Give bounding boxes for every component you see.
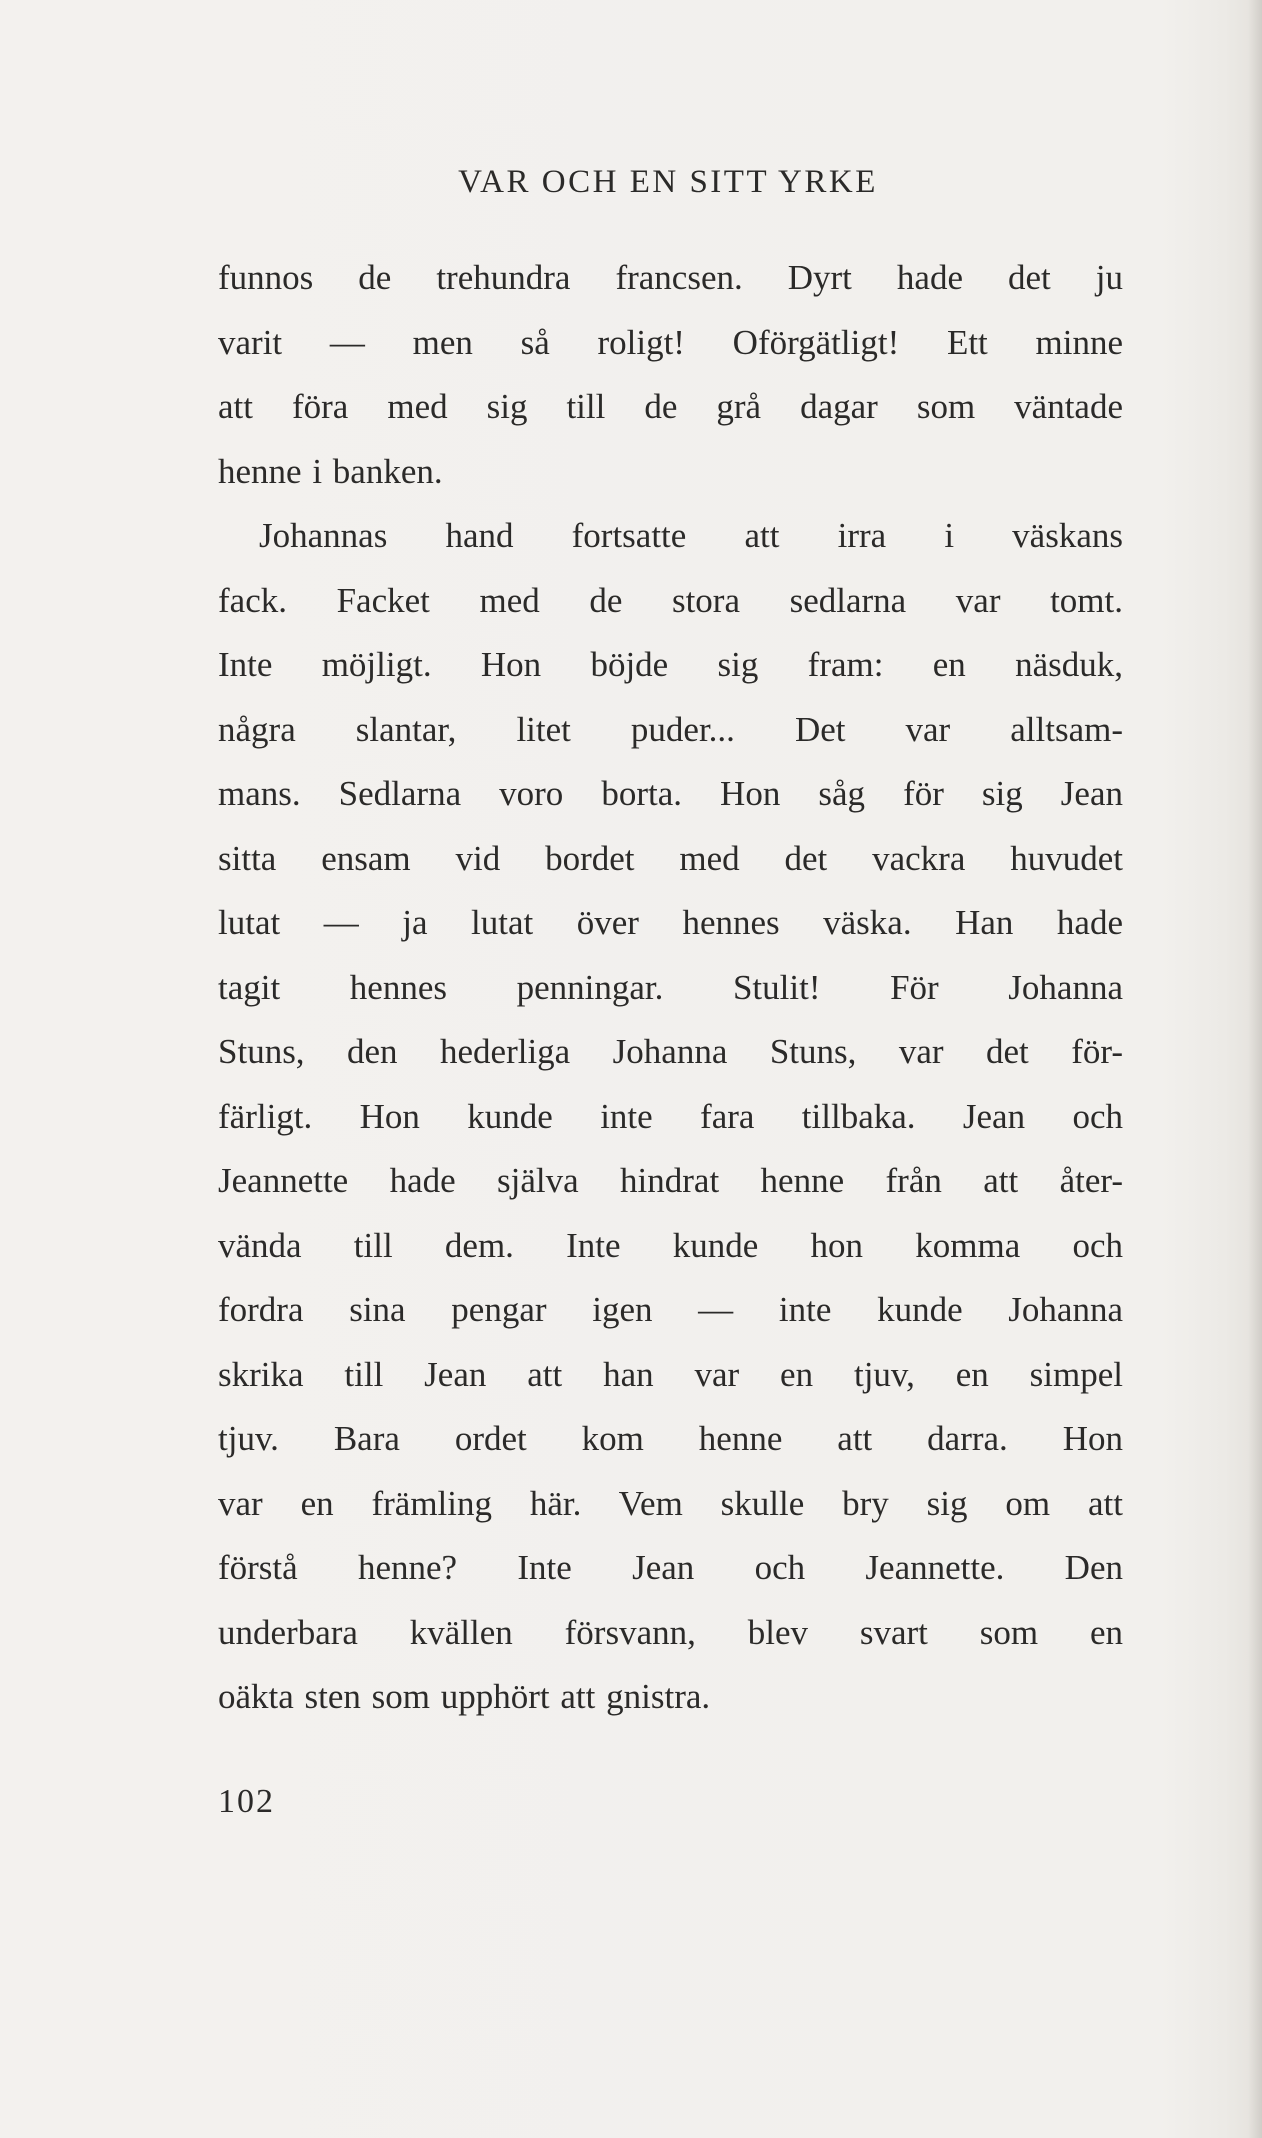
page-edge-shadow (1248, 0, 1262, 2138)
text-line: fack. Facket med de stora sedlarna var tomt. (218, 580, 1123, 620)
text-line: förstå henne? Inte Jean och Jeannette. Den (218, 1548, 1123, 1587)
text-line: oäkta sten som upphört att gnistra. (218, 1677, 711, 1716)
body-text (218, 246, 1123, 1730)
text-line: vända till dem. Inte kunde hon komma och (218, 1225, 1123, 1265)
text-line: Stuns, den hederliga Johanna Stuns, var det för- (218, 1032, 1123, 1071)
text-line: mans. Sedlarna voro borta. Hon såg för sig Jean (218, 774, 1123, 813)
running-title: VAR OCH EN SITT YRKE (458, 164, 878, 200)
text-line: lutat — ja lutat över hennes väska. Han hade (218, 903, 1123, 942)
text-line: funnos de trehundra francsen. Dyrt hade det ju (218, 258, 1123, 297)
text-line: underbara kvällen försvann, blev svart som en (218, 1612, 1123, 1652)
text-line: färligt. Hon kunde inte fara tillbaka. Jean och (218, 1096, 1123, 1136)
text-line: skrika till Jean att han var en tjuv, en simpel (218, 1354, 1123, 1394)
text-line: varit — men så roligt! Oförgätligt! Ett minne (218, 322, 1123, 362)
text-line: tagit hennes penningar. Stulit! För Johanna (218, 967, 1123, 1007)
text-line: tjuv. Bara ordet kom henne att darra. Hon (218, 1419, 1123, 1458)
text-line: sitta ensam vid bordet med det vackra huvudet (218, 838, 1123, 878)
text-line: Inte möjligt. Hon böjde sig fram: en näsduk, (218, 645, 1123, 684)
page-number: 102 (218, 1783, 275, 1820)
text-line: henne i banken. (218, 451, 443, 491)
text-line: var en främling här. Vem skulle bry sig om att (218, 1483, 1123, 1523)
text-line: att föra med sig till de grå dagar som väntade (218, 387, 1123, 426)
text-line: Jeannette hade själva hindrat henne från att åter- (218, 1161, 1123, 1200)
text-line: Johannas hand fortsatte att irra i väskans (259, 516, 1123, 555)
text-line: några slantar, litet puder... Det var alltsam- (218, 709, 1123, 749)
text-line: fordra sina pengar igen — inte kunde Johanna (218, 1290, 1123, 1329)
